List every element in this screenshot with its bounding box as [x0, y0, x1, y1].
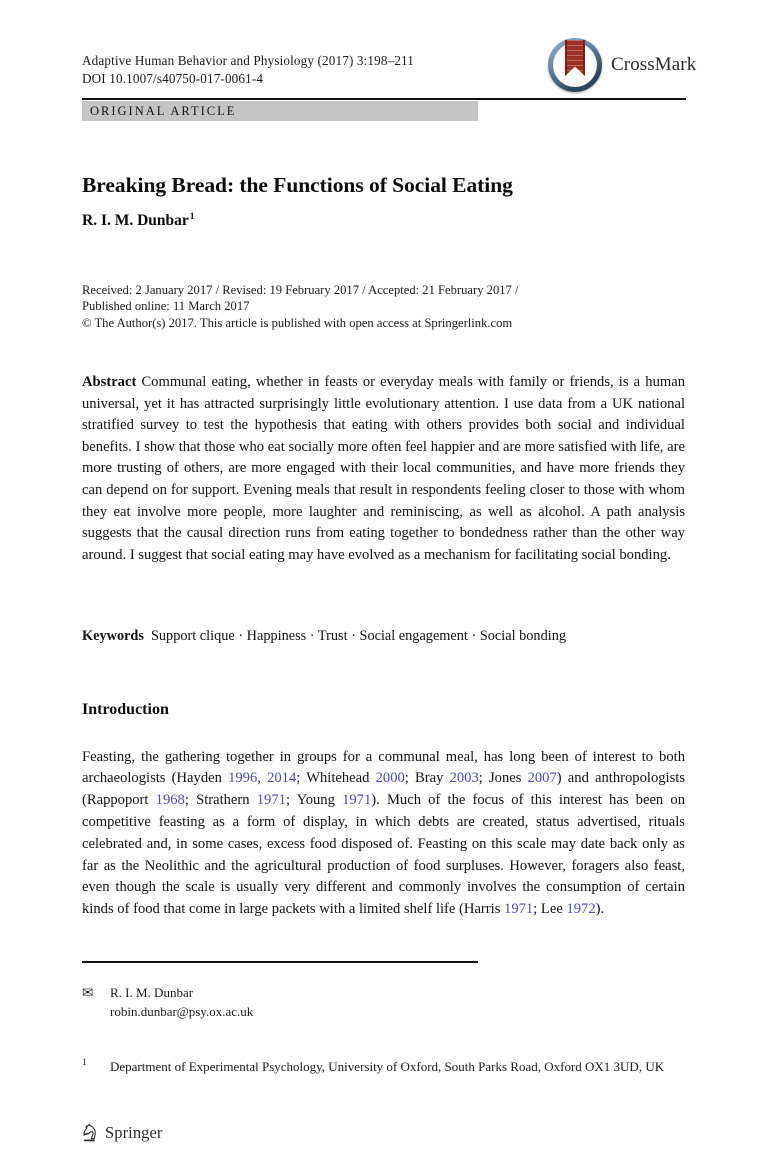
- envelope-icon: ✉: [82, 985, 94, 1000]
- article-type-label: ORIGINAL ARTICLE: [90, 103, 237, 118]
- citation-link[interactable]: 1972: [566, 901, 596, 918]
- corresponding-author-email[interactable]: robin.dunbar@psy.ox.ac.uk: [110, 1003, 254, 1019]
- keywords-list: [151, 628, 566, 644]
- citation-link[interactable]: 1971: [342, 792, 372, 809]
- crossmark-label: CrossMark: [611, 54, 697, 75]
- keyword-separator: ·: [234, 628, 247, 644]
- publication-history: [82, 282, 682, 331]
- copyright-line: © The Author(s) 2017. This article is published with open access at Springerlink.com: [82, 315, 513, 330]
- affiliation-marker: 1: [82, 1058, 87, 1068]
- citation-link[interactable]: 1968: [155, 792, 185, 809]
- springer-knight-icon: [80, 1122, 99, 1144]
- crossmark-icon[interactable]: [548, 38, 602, 92]
- keyword-item: Happiness: [246, 628, 307, 644]
- citation-link[interactable]: 1996: [228, 770, 258, 787]
- history-dates-line: Received: 2 January 2017 / Revised: 19 February 2017 / Accepted: 21 February 2017 /: [82, 283, 519, 297]
- citation-link[interactable]: 1971: [504, 901, 534, 918]
- introduction-paragraph: Feasting, the gathering together in groups for a communal meal, has long been of interest to both archaeologists (Hayden 1996, 2014; Whitehead 2000; Bray 2003; Jones 2007) and anthropologists (Rappoport 1968; Strathern 1971; Young 1971). Much of the focus of this interest has been on competitive feasting as a form of display, in which debts are created, status advertised, rituals celebrated and, in some cases, excess food disposed of. Feasting on this scale may date back only as far as the Neolithic and the agricultural production of food surpluses. However, foragers also feast, even though the scale is usually very different and commonly involves the consumption of certain kinds of food that come in large packets with a limited shelf life (Harris 1971; Lee 1972).: [82, 748, 686, 918]
- abstract-text: Communal eating, whether in feasts or everyday meals with family or friends, is a human universal, yet it has attracted surprisingly little evolutionary attention. I use data from a UK national stratified survey to test the hypothesis that eating with others provides both social and individual benefits. I show that those who eat socially more often feel happier and are more satisfied with life, are more trusting of others, are more engaged with their local communities, and have more friends they can depend on for support. Evening meals that result in respondents feeling closer to those with whom they eat involve more people, more laughter and reminiscing, as well as alcohol. A path analysis suggests that the causal direction runs from eating together to bondedness rather than the other way around. I suggest that social eating may have evolved as a mechanism for facilitating social bonding.: [82, 374, 685, 563]
- abstract-section: [82, 372, 685, 566]
- keyword-separator: ·: [347, 628, 360, 644]
- keywords-section: [82, 626, 685, 646]
- journal-masthead: [82, 52, 542, 87]
- keywords-label: Keywords: [82, 628, 144, 644]
- crossmark-badge-group[interactable]: [548, 36, 697, 94]
- corresponding-author-name: R. I. M. Dunbar: [110, 985, 194, 1000]
- author-label: R. I. M. Dunbar: [82, 212, 189, 230]
- keyword-item: Social bonding: [479, 628, 566, 644]
- keyword-separator: ·: [467, 628, 480, 644]
- journal-citation-line: Adaptive Human Behavior and Physiology (2017) 3:198–211: [82, 53, 415, 68]
- affiliation-text: Department of Experimental Psychology, University of Oxford, South Parks Road, Oxford OX1 3UD, UK: [110, 1059, 665, 1074]
- citation-link[interactable]: 2000: [375, 770, 405, 787]
- citation-link[interactable]: 2003: [449, 770, 479, 787]
- footnote-rule: [82, 961, 478, 963]
- page-title: Breaking Bread: the Functions of Social Eating: [82, 173, 513, 198]
- keyword-item: Social engagement: [359, 628, 468, 644]
- keyword-separator: ·: [306, 628, 318, 644]
- corresponding-author-block: [82, 984, 582, 1021]
- abstract-label: Abstract: [82, 374, 137, 390]
- citation-link[interactable]: 1971: [256, 792, 286, 809]
- section-heading-introduction: Introduction: [82, 701, 169, 719]
- doi-line: DOI 10.1007/s40750-017-0061-4: [82, 70, 264, 86]
- history-published-line: Published online: 11 March 2017: [82, 299, 250, 314]
- publisher-logo: [80, 1122, 162, 1144]
- keyword-item: Trust: [317, 628, 348, 644]
- affiliation-block: [82, 1058, 686, 1077]
- publisher-name: Springer: [105, 1123, 163, 1142]
- keyword-item: Support clique: [150, 628, 235, 644]
- author-name: [82, 212, 195, 230]
- citation-link[interactable]: 2007: [527, 770, 557, 787]
- author-affiliation-marker: 1: [189, 212, 195, 222]
- citation-link[interactable]: 2014: [267, 770, 297, 787]
